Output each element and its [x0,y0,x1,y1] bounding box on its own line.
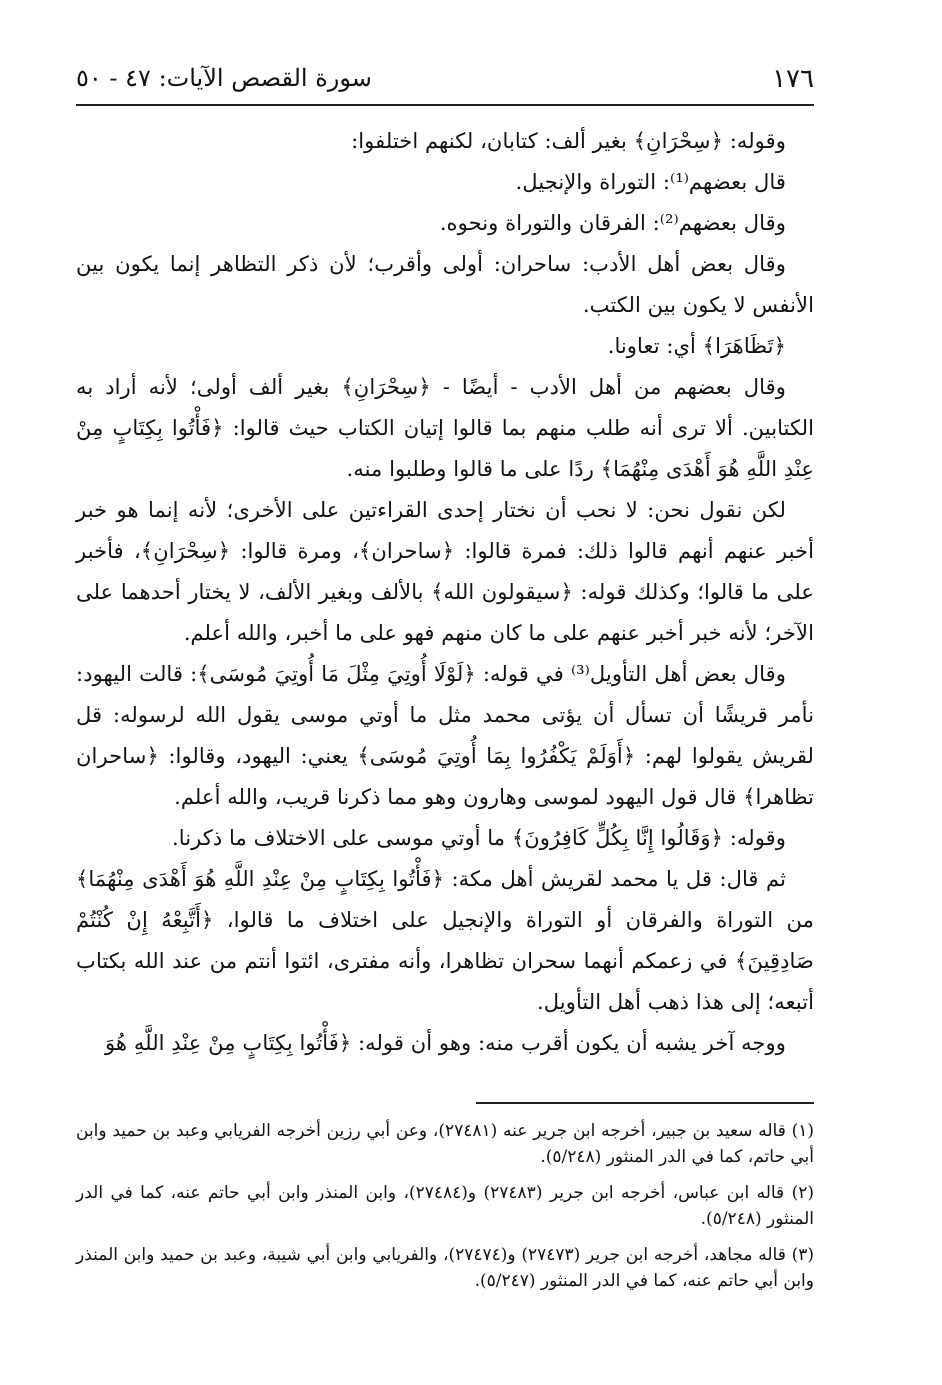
paragraph: ثم قال: قل يا محمد لقريش أهل مكة: ﴿فَأْتُوا بِكِتَابٍ مِنْ عِنْدِ اللَّهِ هُوَ أَهْدَى مِنْهُمَا﴾ من التوراة والفرقان أو التوراة والإنجيل على اختلاف ما قالوا، ﴿أَتَّبِعْهُ إِنْ كُنْتُمْ صَادِقِينَ﴾ في زعمكم أنهما سحران تظاهرا، وأنه مفترى، ائتوا أنتم من عند الله بكتاب أتبعه؛ إلى هذا ذهب أهل التأويل. [76,866,814,1014]
running-title: سورة القصص الآيات: ٤٧ - ٥٠ [76,64,372,92]
footnote-2: (٢) قاله ابن عباس، أخرجه ابن جرير (٢٧٤٨٣) و(٢٧٤٨٤)، وابن المنذر وابن أبي حاتم عنه، كما في الدر المنثور (٥/٢٤٨). [76,1183,814,1229]
paragraph: وقال بعض أهل التأويل⁽³⁾ في قوله: ﴿لَوْلَا أُوتِيَ مِثْلَ مَا أُوتِيَ مُوسَى﴾: قالت اليهود: نأمر قريشًا أن تسأل أن يؤتى محمد مثل ما أوتي موسى يقول الله لرسوله: قل لقريش يقولوا لهم: ﴿أَوَلَمْ يَكْفُرُوا بِمَا أُوتِيَ مُوسَى﴾ يعني: اليهود، وقالوا: ﴿ساحران تظاهرا﴾ قال قول اليهود لموسى وهارون وهو مما ذكرنا قريب، والله أعلم. [76,661,814,809]
paragraph: وقوله: ﴿وَقَالُوا إِنَّا بِكُلٍّ كَافِرُونَ﴾ ما أوتي موسى على الاختلاف ما ذكرنا. [172,825,786,850]
paragraph: وقال بعضهم⁽²⁾: الفرقان والتوراة ونحوه. [439,210,786,235]
page-number: ١٧٦ [772,64,814,94]
paragraph: وقوله: ﴿سِحْرَانِ﴾ بغير ألف: كتابان، لكنهم اختلفوا: [351,128,786,153]
footnote-separator [476,1102,814,1104]
paragraph: ووجه آخر يشبه أن يكون أقرب منه: وهو أن قوله: ﴿فَأْتُوا بِكِتَابٍ مِنْ عِنْدِ اللَّهِ هُوَ [104,1030,786,1055]
paragraph: وقال بعض أهل الأدب: ساحران: أولى وأقرب؛ لأن ذكر التظاهر إنما يكون بين الأنفس لا يكون بين الكتب. [76,251,814,317]
paragraph: قال بعضهم⁽¹⁾: التوراة والإنجيل. [515,169,786,194]
footnote-1: (١) قاله سعيد بن جبير، أخرجه ابن جرير عنه (٢٧٤٨١)، وعن أبي رزين أخرجه الفريابي وعبد بن حميد وابن أبي حاتم، كما في الدر المنثور (٥/٢٤٨). [76,1121,814,1167]
paragraph: لكن نقول نحن: لا نحب أن نختار إحدى القراءتين على الأخرى؛ لأنه إنما هو خبر أخبر عنهم أنهم قالوا ذلك: فمرة قالوا: ﴿ساحران﴾، ومرة قالوا: ﴿سِحْرَانِ﴾، فأخبر على ما قالوا؛ وكذلك قوله: ﴿سيقولون الله﴾ بالألف وبغير الألف، لا يختار أحدهما على الآخر؛ لأنه خبر أخبر عنهم على ما كان منهم فهو على ما أخبر، والله أعلم. [76,497,814,645]
main-text [76,120,814,1063]
footnote-3: (٣) قاله مجاهد، أخرجه ابن جرير (٢٧٤٧٣) و(٢٧٤٧٤)، والفريابي وابن أبي شيبة، وعبد بن حميد وابن المنذر وابن أبي حاتم عنه، كما في الدر المنثور (٥/٢٤٧). [76,1245,814,1291]
page-header [76,56,814,106]
paragraph: ﴿تَظَاهَرَا﴾ أي: تعاونا. [607,333,786,358]
paragraph: وقال بعضهم من أهل الأدب - أيضًا - ﴿سِحْرَانِ﴾ بغير ألف أولى؛ لأنه أراد به الكتابين. ألا ترى أنه طلب منهم بما قالوا إتيان الكتاب حيث قالوا: ﴿فَأْتُوا بِكِتَابٍ مِنْ عِنْدِ اللَّهِ هُوَ أَهْدَى مِنْهُمَا﴾ ردًا على ما قالوا وطلبوا منه. [76,374,814,481]
